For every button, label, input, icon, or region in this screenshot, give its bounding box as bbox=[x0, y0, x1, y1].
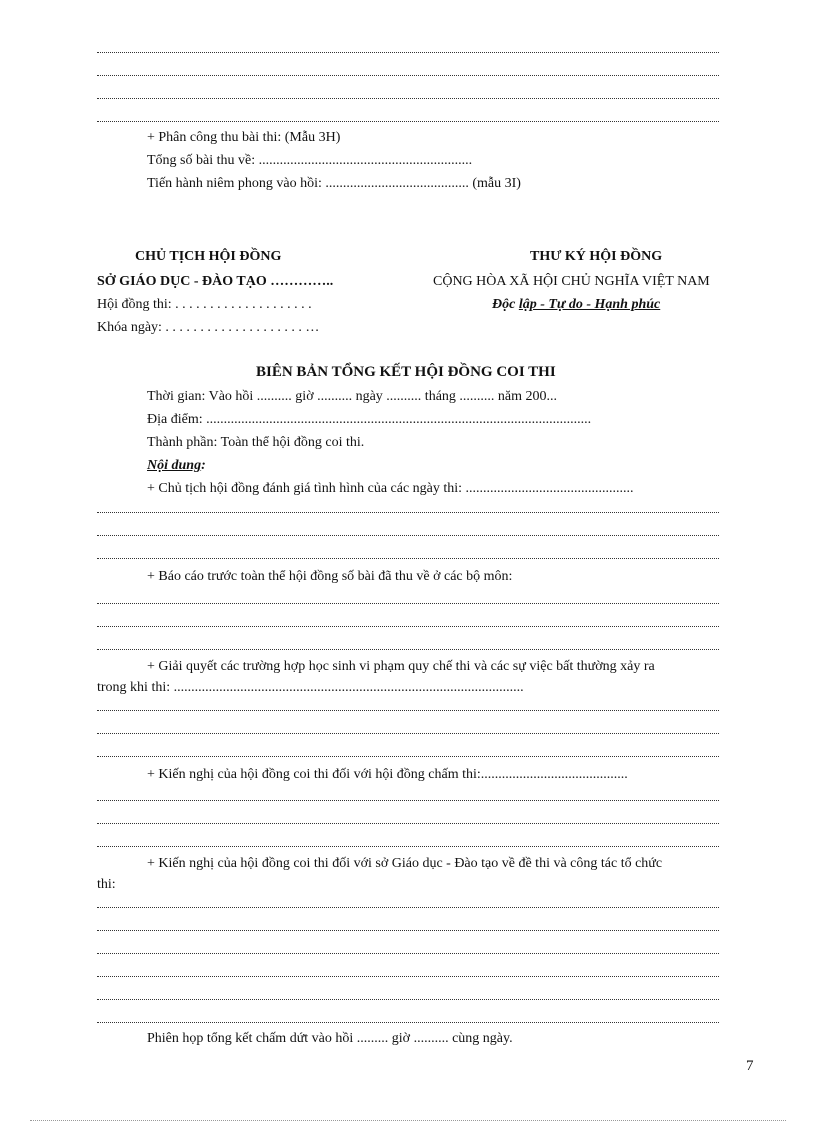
dotted-line bbox=[97, 710, 719, 711]
dotted-line bbox=[97, 52, 719, 53]
report-title: BIÊN BẢN TỔNG KẾT HỘI ĐỒNG COI THI bbox=[256, 364, 556, 380]
dotted-line bbox=[97, 756, 719, 757]
page-number: 7 bbox=[746, 1058, 754, 1074]
dotted-line bbox=[97, 603, 719, 604]
dotted-line bbox=[97, 535, 719, 536]
report-place: Địa điểm: .............................................................................................................. bbox=[147, 412, 592, 427]
motto-part: Độc bbox=[492, 297, 519, 312]
republic-title: CỘNG HÒA XÃ HỘI CHỦ NGHĨA VIỆT NAM bbox=[433, 274, 710, 289]
national-motto bbox=[492, 297, 660, 313]
item-3-cont: trong khi thi: .................................................................................................... bbox=[97, 680, 524, 695]
dotted-line bbox=[97, 733, 719, 734]
council: Hội đồng thi: . . . . . . . . . . . . . . . . . . . . bbox=[97, 297, 312, 312]
secretary-signature: THƯ KÝ HỘI ĐỒNG bbox=[530, 249, 663, 264]
seal-time: Tiến hành niêm phong vào hồi: ......................................... (mẫu 3I) bbox=[147, 176, 521, 191]
report-time: Thời gian: Vào hồi .......... giờ .......... ngày .......... tháng .......... năm 200... bbox=[147, 389, 558, 404]
item-1: + Chủ tịch hội đồng đánh giá tình hình của các ngày thi: ................................................ bbox=[147, 481, 634, 496]
dotted-line bbox=[97, 999, 719, 1000]
item-2: + Báo cáo trước toàn thể hội đồng số bài đã thu về ở các bộ môn: bbox=[147, 569, 513, 584]
department: SỞ GIÁO DỤC - ĐÀO TẠO ………….. bbox=[97, 274, 334, 289]
dotted-line bbox=[97, 976, 719, 977]
content-label bbox=[147, 458, 206, 474]
dotted-line bbox=[97, 1022, 719, 1023]
dotted-line bbox=[97, 75, 719, 76]
item-4: + Kiến nghị của hội đồng coi thi đối với hội đồng chấm thi:.......................................... bbox=[147, 767, 628, 782]
item-5: + Kiến nghị của hội đồng coi thi đối với sở Giáo dục - Đào tạo về đề thi và công tác tổ chức bbox=[147, 856, 663, 871]
dotted-line bbox=[97, 121, 719, 122]
dotted-line bbox=[97, 512, 719, 513]
dotted-line bbox=[97, 98, 719, 99]
dotted-line bbox=[97, 558, 719, 559]
motto-underlined: lập - Tự do - Hạnh phúc bbox=[518, 297, 661, 312]
report-members: Thành phần: Toàn thể hội đồng coi thi. bbox=[147, 435, 365, 450]
dotted-line bbox=[97, 930, 719, 931]
chair-signature: CHỦ TỊCH HỘI ĐỒNG bbox=[135, 249, 282, 264]
dotted-line bbox=[97, 953, 719, 954]
dotted-line bbox=[97, 626, 719, 627]
page-bottom-border bbox=[30, 1120, 786, 1121]
exam-date: Khóa ngày: . . . . . . . . . . . . . . . . . . . . … bbox=[97, 320, 320, 335]
item-3: + Giải quyết các trường hợp học sinh vi phạm quy chế thi và các sự việc bất thường xảy ra bbox=[147, 659, 655, 674]
dotted-line bbox=[97, 846, 719, 847]
dotted-line bbox=[97, 823, 719, 824]
content-colon: : bbox=[201, 458, 206, 473]
closing-line: Phiên họp tổng kết chấm dứt vào hồi ......... giờ .......... cùng ngày. bbox=[147, 1031, 513, 1046]
item-5-cont: thi: bbox=[97, 877, 116, 892]
dotted-line bbox=[97, 907, 719, 908]
content-label-text: Nội dung bbox=[147, 458, 202, 473]
collect-assignment: + Phân công thu bài thi: (Mẫu 3H) bbox=[147, 130, 341, 145]
dotted-line bbox=[97, 649, 719, 650]
dotted-line bbox=[97, 800, 719, 801]
total-collected: Tổng số bài thu về: ............................................................. bbox=[147, 153, 473, 168]
